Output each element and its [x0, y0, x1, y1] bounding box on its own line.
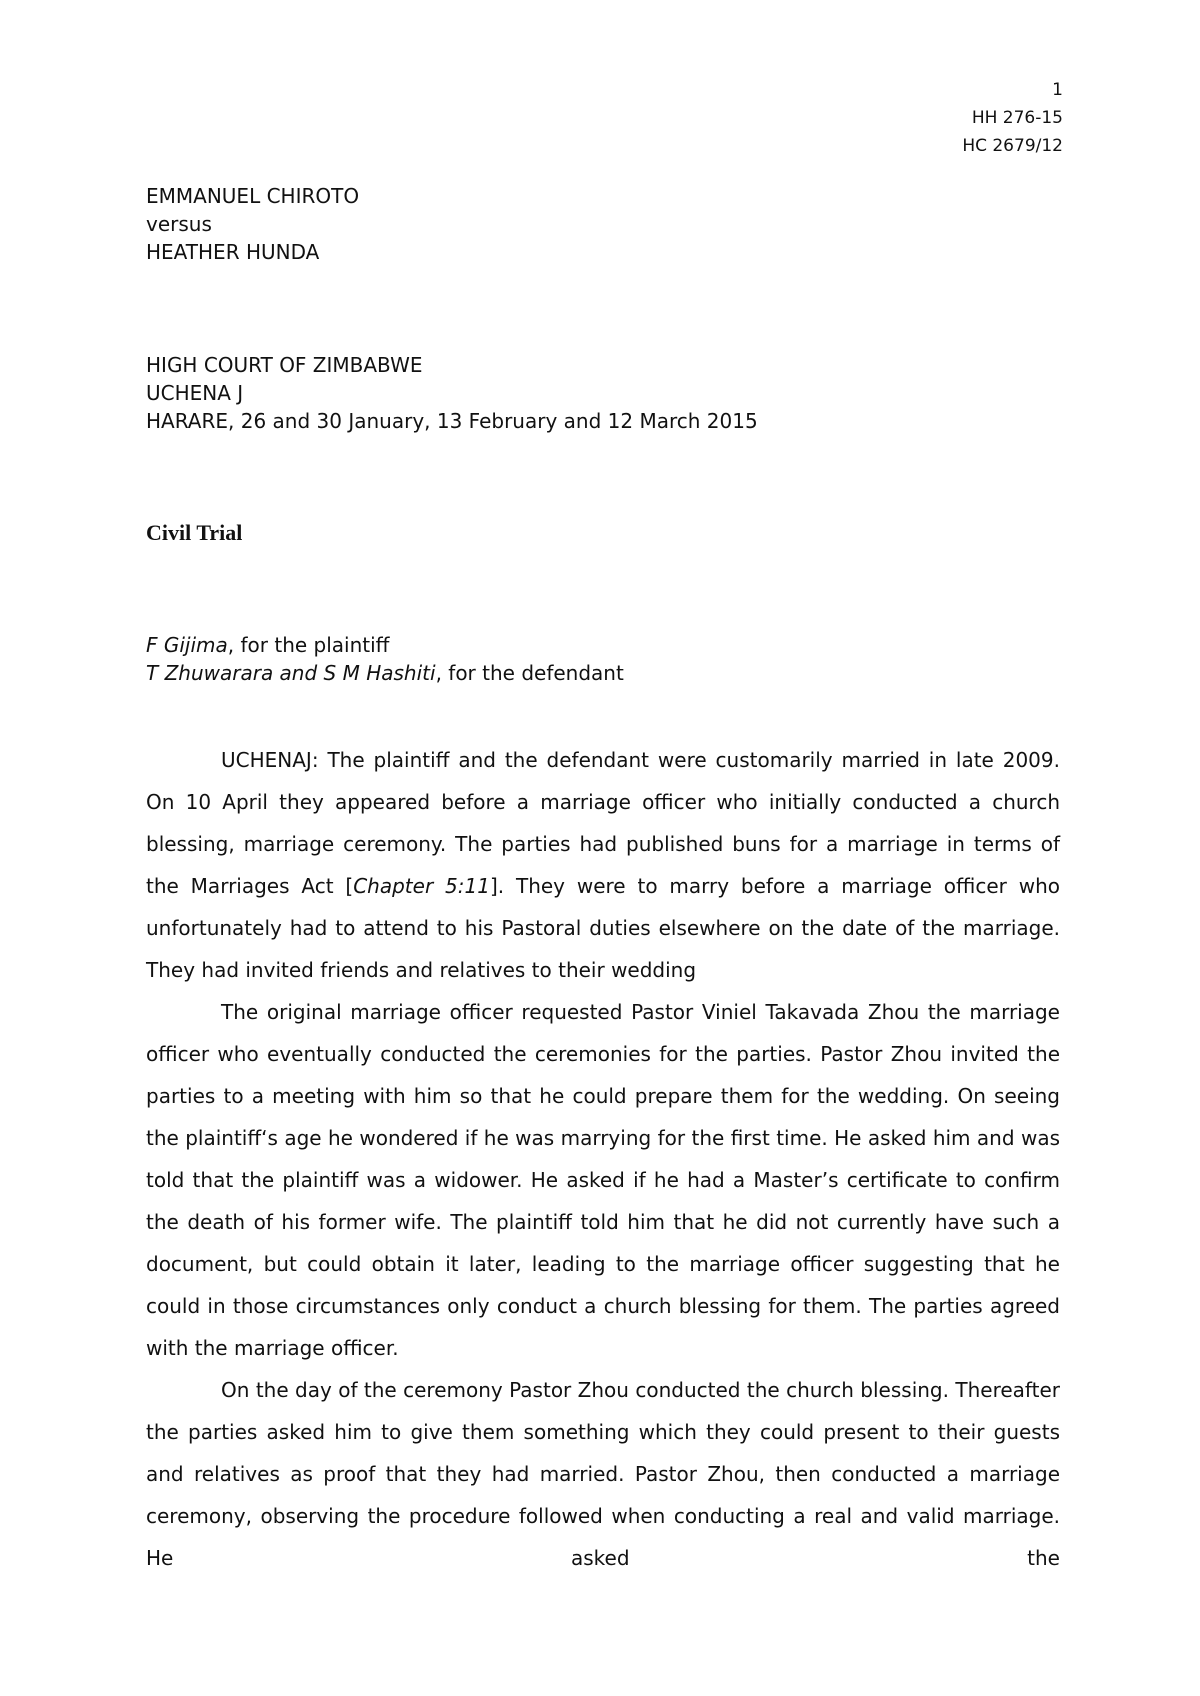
- versus-label: versus: [146, 212, 212, 236]
- defendant-counsel-role: , for the defendant: [435, 661, 624, 685]
- trial-type-heading: Civil Trial: [146, 520, 243, 545]
- body-paragraph-3: On the day of the ceremony Pastor Zhou conducted the church blessing. Thereafter the parties asked him to give them something which they could present to their guests and relatives as proof that they had married. Pastor Zhou, then conducted a marriage ceremony, observing the procedure followed when conducting a real and valid marriage. He asked the: [146, 1378, 1060, 1570]
- page-header: [962, 76, 1063, 160]
- case-reference: HC 2679/12: [962, 136, 1063, 156]
- defendant-party: HEATHER HUNDA: [146, 240, 320, 264]
- plaintiff-party: EMMANUEL CHIROTO: [146, 184, 360, 208]
- plaintiff-counsel: [146, 631, 624, 659]
- paragraph-1-text-b: ]. They were to marry before a marriage officer who unfortunately had to attend to his Pastoral duties elsewhere on the date of the marriage. They had invited friends and relatives to their wedding: [146, 874, 1061, 982]
- judgment-body: [146, 739, 1060, 1579]
- page-number: 1: [1052, 80, 1063, 100]
- court-details: [146, 351, 758, 435]
- plaintiff-counsel-role: , for the plaintiff: [227, 633, 390, 657]
- court-name: HIGH COURT OF ZIMBABWE: [146, 353, 423, 377]
- body-paragraph-2: The original marriage officer requested Pastor Viniel Takavada Zhou the marriage officer who eventually conducted the ceremonies for the parties. Pastor Zhou invited the parties to a meeting with him so that he could prepare them for the wedding. On seeing the plaintiff‘s age he wondered if he was marrying for the first time. He asked him and was told that the plaintiff was a widower. He asked if he had a Master’s certificate to confirm the death of his former wife. The plaintiff told him that he did not currently have such a document, but could obtain it later, leading to the marriage officer suggesting that he could in those circumstances only conduct a church blessing for them. The parties agreed with the marriage officer.: [146, 1000, 1060, 1360]
- counsel-list: [146, 631, 624, 687]
- body-paragraph-1: [146, 739, 1060, 991]
- defendant-counsel-name: T Zhuwarara and S M Hashiti: [146, 661, 436, 685]
- defendant-counsel: [146, 659, 624, 687]
- chapter-reference: Chapter 5:11: [353, 874, 490, 898]
- paragraph-1-text-a: UCHENAJ: The plaintiff and the defendant were customarily married in late 2009. On 10 April they appeared before a marriage officer who initially conducted a church blessing, marriage ceremony. The parties had published buns for a marriage in terms of the Marriages Act [: [146, 748, 1060, 898]
- place-and-dates: HARARE, 26 and 30 January, 13 February and 12 March 2015: [146, 409, 758, 433]
- plaintiff-counsel-name: F Gijima: [146, 633, 228, 657]
- judgment-reference: HH 276-15: [971, 108, 1063, 128]
- case-parties: [146, 182, 359, 266]
- judge-name: UCHENA J: [146, 381, 244, 405]
